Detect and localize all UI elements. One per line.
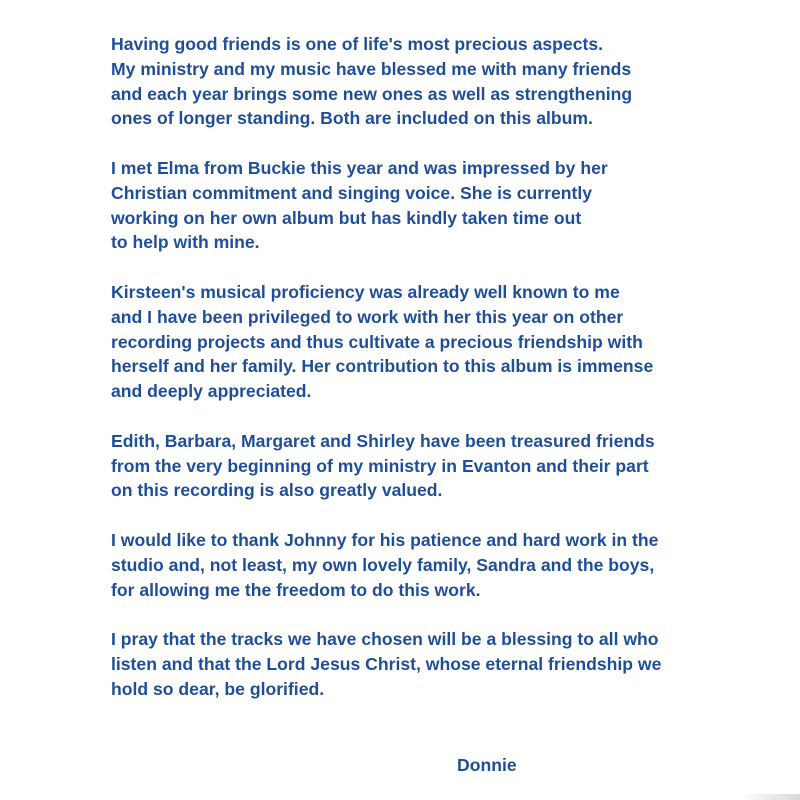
text-line: hold so dear, be glorified. bbox=[111, 678, 325, 699]
text-line: and I have been privileged to work with her this year on other bbox=[111, 306, 624, 327]
text-line: to help with mine. bbox=[111, 232, 260, 253]
text-line: ones of longer standing. Both are included on this album. bbox=[111, 108, 593, 129]
text-line: and deeply appreciated. bbox=[111, 381, 312, 402]
paragraph-kirsteen bbox=[111, 280, 771, 404]
text-line: Christian commitment and singing voice. She is currently bbox=[111, 182, 593, 203]
text-line: Kirsteen's musical proficiency was already well known to me bbox=[111, 281, 620, 302]
paragraph-elma bbox=[111, 156, 771, 255]
paragraph-prayer bbox=[111, 627, 771, 701]
signature: Donnie bbox=[457, 755, 517, 775]
text-line: recording projects and thus cultivate a precious friendship with bbox=[111, 331, 643, 352]
text-line: herself and her family. Her contribution to this album is immense bbox=[111, 356, 654, 377]
text-line: I met Elma from Buckie this year and was impressed by her bbox=[111, 157, 608, 178]
paragraph-treasured-friends bbox=[111, 429, 771, 503]
text-line: My ministry and my music have blessed me with many friends bbox=[111, 58, 632, 79]
text-line: on this recording is also greatly valued. bbox=[111, 480, 443, 501]
paragraph-thanks bbox=[111, 528, 771, 602]
text-line: Edith, Barbara, Margaret and Shirley have been treasured friends bbox=[111, 430, 655, 451]
text-line: I pray that the tracks we have chosen will be a blessing to all who bbox=[111, 629, 659, 650]
text-line: listen and that the Lord Jesus Christ, whose eternal friendship we bbox=[111, 653, 662, 674]
paragraph-friends-intro bbox=[111, 32, 771, 131]
text-line: and each year brings some new ones as well as strengthening bbox=[111, 83, 633, 104]
letter-body bbox=[111, 32, 771, 726]
text-line: from the very beginning of my ministry in Evanton and their part bbox=[111, 455, 649, 476]
text-line: I would like to thank Johnny for his patience and hard work in the bbox=[111, 529, 659, 550]
text-line: Having good friends is one of life's most precious aspects. bbox=[111, 34, 604, 54]
text-line: studio and, not least, my own lovely family, Sandra and the boys, bbox=[111, 554, 655, 575]
scan-edge-shadow bbox=[740, 794, 800, 800]
text-line: for allowing me the freedom to do this work. bbox=[111, 579, 481, 600]
text-line: working on her own album but has kindly taken time out bbox=[111, 207, 582, 228]
